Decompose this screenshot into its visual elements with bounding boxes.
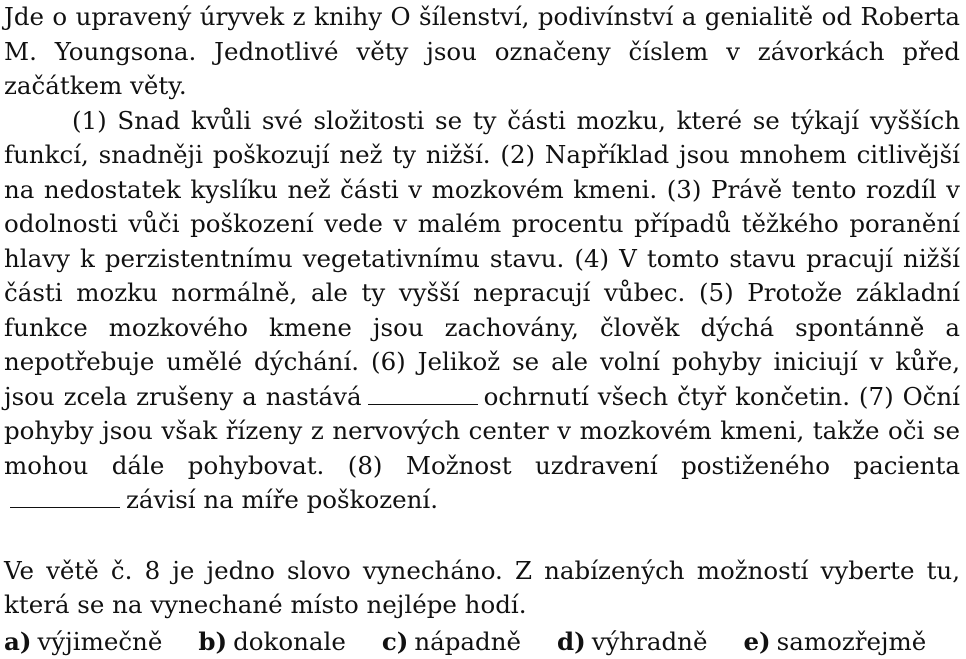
passage-paragraph xyxy=(4,104,960,518)
option-a[interactable] xyxy=(4,625,162,659)
option-d[interactable] xyxy=(557,625,707,659)
option-c[interactable] xyxy=(382,625,521,659)
option-letter: d) xyxy=(557,627,586,656)
document xyxy=(4,0,960,659)
option-letter: e) xyxy=(743,627,770,656)
option-text: nápadně xyxy=(414,627,521,656)
passage-part-2: ochrnutí všech čtyř končetin. (7) Oční pohyby jsou však řízeny z nervových center v mozkovém kmeni, takže oči se mohou dále pohybovat. (8) Možnost uzdravení postiženého pacienta xyxy=(4,382,960,480)
intro-paragraph: Jde o upravený úryvek z knihy O šílenství, podivínství a genialitě od Roberta M. Youngsona. Jednotlivé věty jsou označeny číslem v závorkách před začátkem věty. xyxy=(4,0,960,104)
option-text: výhradně xyxy=(592,627,708,656)
blank-sentence-8 xyxy=(10,483,120,508)
passage-part-1: (1) Snad kvůli své složitosti se ty části mozku, které se týkají vyšších funkcí, snadněji poškozují než ty nižší. (2) Například jsou mnohem citlivější na nedostatek kyslíku než části v mozkovém kmeni. (3) Právě tento rozdíl v odolnosti vůči poškození vede v malém procentu případů těžkého poranění hlavy k perzistentnímu vegetativnímu stavu. (4) V tomto stavu pracují nižší části mozku normálně, ale ty vyšší nepracují vůbec. (5) Protože základní funkce mozkového kmene jsou zachovány, člověk dýchá spontánně a nepotřebuje umělé dýchání. (6) Jelikož se ale volní pohyby iniciují v kůře, jsou zcela zrušeny a nastává xyxy=(4,106,960,411)
option-e[interactable] xyxy=(743,625,926,659)
option-text: samozřejmě xyxy=(777,627,927,656)
option-text: výjimečně xyxy=(37,627,162,656)
option-b[interactable] xyxy=(198,625,346,659)
option-text: dokonale xyxy=(233,627,346,656)
answer-options xyxy=(4,625,960,659)
question-text: Ve větě č. 8 je jedno slovo vynecháno. Z nabízených možností vyberte tu, která se na vynechané místo nejlépe hodí. xyxy=(4,554,960,623)
option-letter: b) xyxy=(198,627,227,656)
blank-sentence-6 xyxy=(368,380,478,405)
passage-part-3: závisí na míře poškození. xyxy=(126,485,438,514)
option-letter: a) xyxy=(4,627,31,656)
option-letter: c) xyxy=(382,627,409,656)
